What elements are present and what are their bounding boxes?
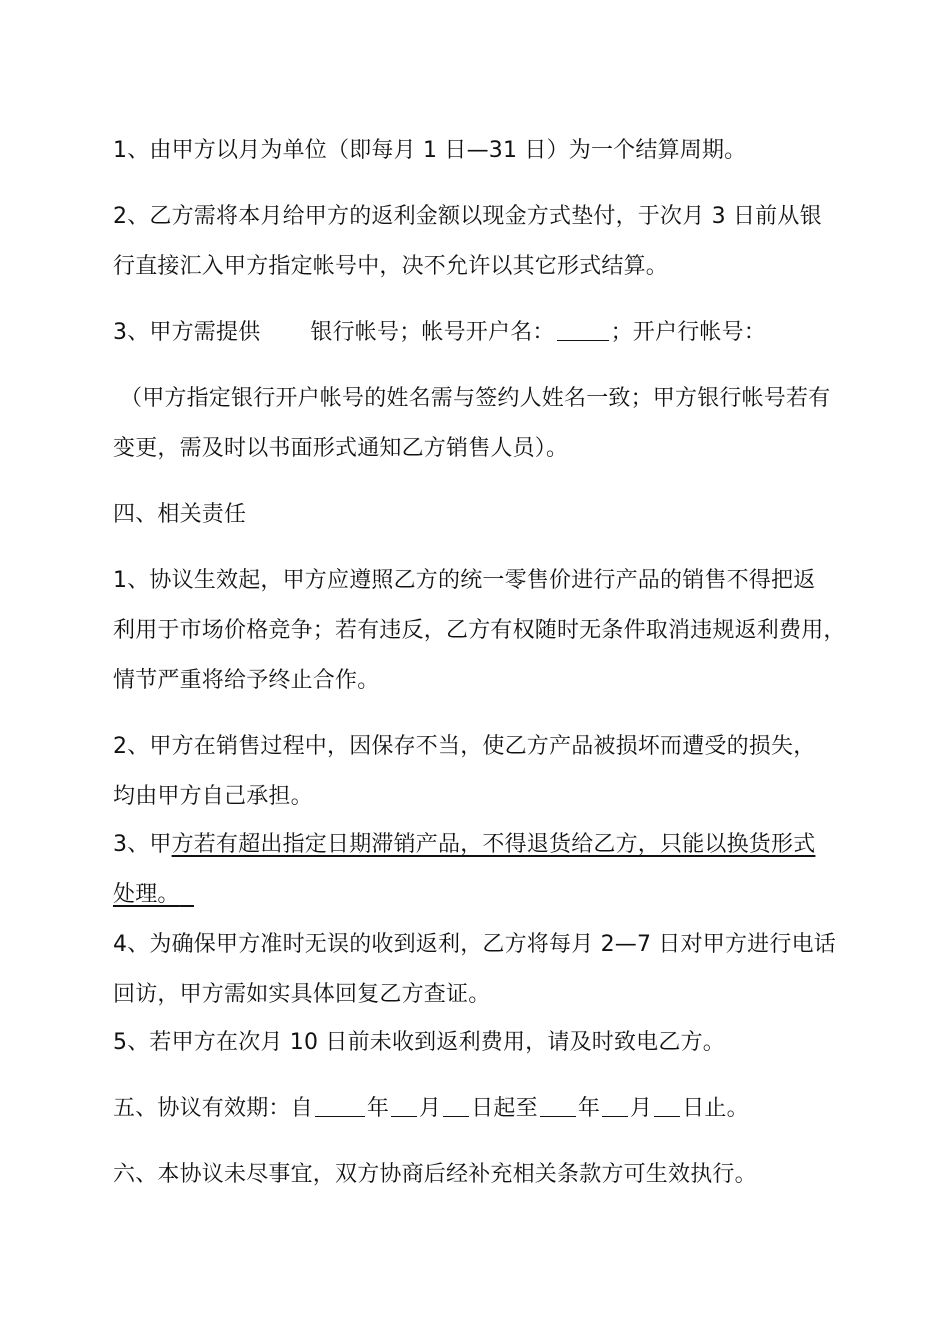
section-4-item-1-line-1: 1、协议生效起，甲方应遵照乙方的统一零售价进行产品的销售不得把返 (113, 568, 816, 593)
validity-prefix: 五、协议有效期：自 (113, 1096, 313, 1121)
section-4-item-3-line-1 (113, 830, 815, 860)
section-6-text: 六、本协议未尽事宜，双方协商后经补充相关条款方可生效执行。 (113, 1162, 757, 1187)
start-year-blank (315, 1094, 365, 1117)
section-5-validity (113, 1094, 749, 1124)
item-3-underline-tail (180, 882, 194, 907)
section-4-item-3-line-2 (113, 880, 194, 910)
item-3-prefix: 3、甲 (113, 832, 172, 857)
settlement-item-2-line-2: 行直接汇入甲方指定帐号中，决不允许以其它形式结算。 (113, 254, 669, 279)
section-4-item-1-line-2: 利用于市场价格竞争；若有违反，乙方有权随时无条件取消违规返利费用， (113, 618, 846, 643)
bank-note-line-1: （甲方指定银行开户帐号的姓名需与签约人姓名一致；甲方银行帐号若有 (120, 386, 831, 411)
bank-note-line-2: 变更，需及时以书面形式通知乙方销售人员）。 (113, 436, 569, 461)
end-month-blank (602, 1094, 628, 1117)
settlement-item-3 (113, 318, 766, 348)
section-4-item-2-line-2: 均由甲方自己承担。 (113, 784, 313, 809)
start-day-blank (443, 1094, 469, 1117)
day-label-2: 日止。 (682, 1096, 749, 1121)
item-3-underlined-text: 方若有超出指定日期滞销产品，不得退货给乙方，只能以换货形式 (171, 832, 816, 857)
end-year-blank (540, 1094, 576, 1117)
section-4-item-1-line-3: 情节严重将给予终止合作。 (113, 668, 380, 693)
settlement-item-2-line-1: 2、乙方需将本月给甲方的返利金额以现金方式垫付，于次月 3 日前从银 (113, 204, 822, 229)
section-4-item-4-line-2: 回访，甲方需如实具体回复乙方查证。 (113, 982, 491, 1007)
year-label-2: 年 (577, 1096, 601, 1121)
account-name-blank (557, 318, 609, 341)
section-4-item-2-line-1: 2、甲方在销售过程中，因保存不当，使乙方产品被损坏而遭受的损失， (113, 734, 816, 759)
item-3-account-label: ；开户行帐号： (610, 320, 767, 345)
month-label-1: 月 (419, 1096, 442, 1121)
year-label-1: 年 (366, 1096, 390, 1121)
item-3-provide-label: 3、甲方需提供 (113, 320, 261, 345)
section-4-item-4-line-1: 4、为确保甲方准时无误的收到返利，乙方将每月 2—7 日对甲方进行电话 (113, 932, 836, 957)
month-label-2: 月 (630, 1096, 653, 1121)
start-month-blank (391, 1094, 417, 1117)
section-4-item-5: 5、若甲方在次月 10 日前未收到返利费用，请及时致电乙方。 (113, 1030, 725, 1055)
item-3-underlined-end: 处理。 (113, 882, 180, 907)
section-4-heading: 四、相关责任 (113, 502, 247, 527)
end-day-blank (654, 1094, 680, 1117)
settlement-item-1: 1、由甲方以月为单位（即每月 1 日—31 日）为一个结算周期。 (113, 138, 747, 163)
day-label-1: 日起至 (471, 1096, 538, 1121)
item-3-bank-label: 银行帐号；帐号开户名： (310, 320, 555, 345)
